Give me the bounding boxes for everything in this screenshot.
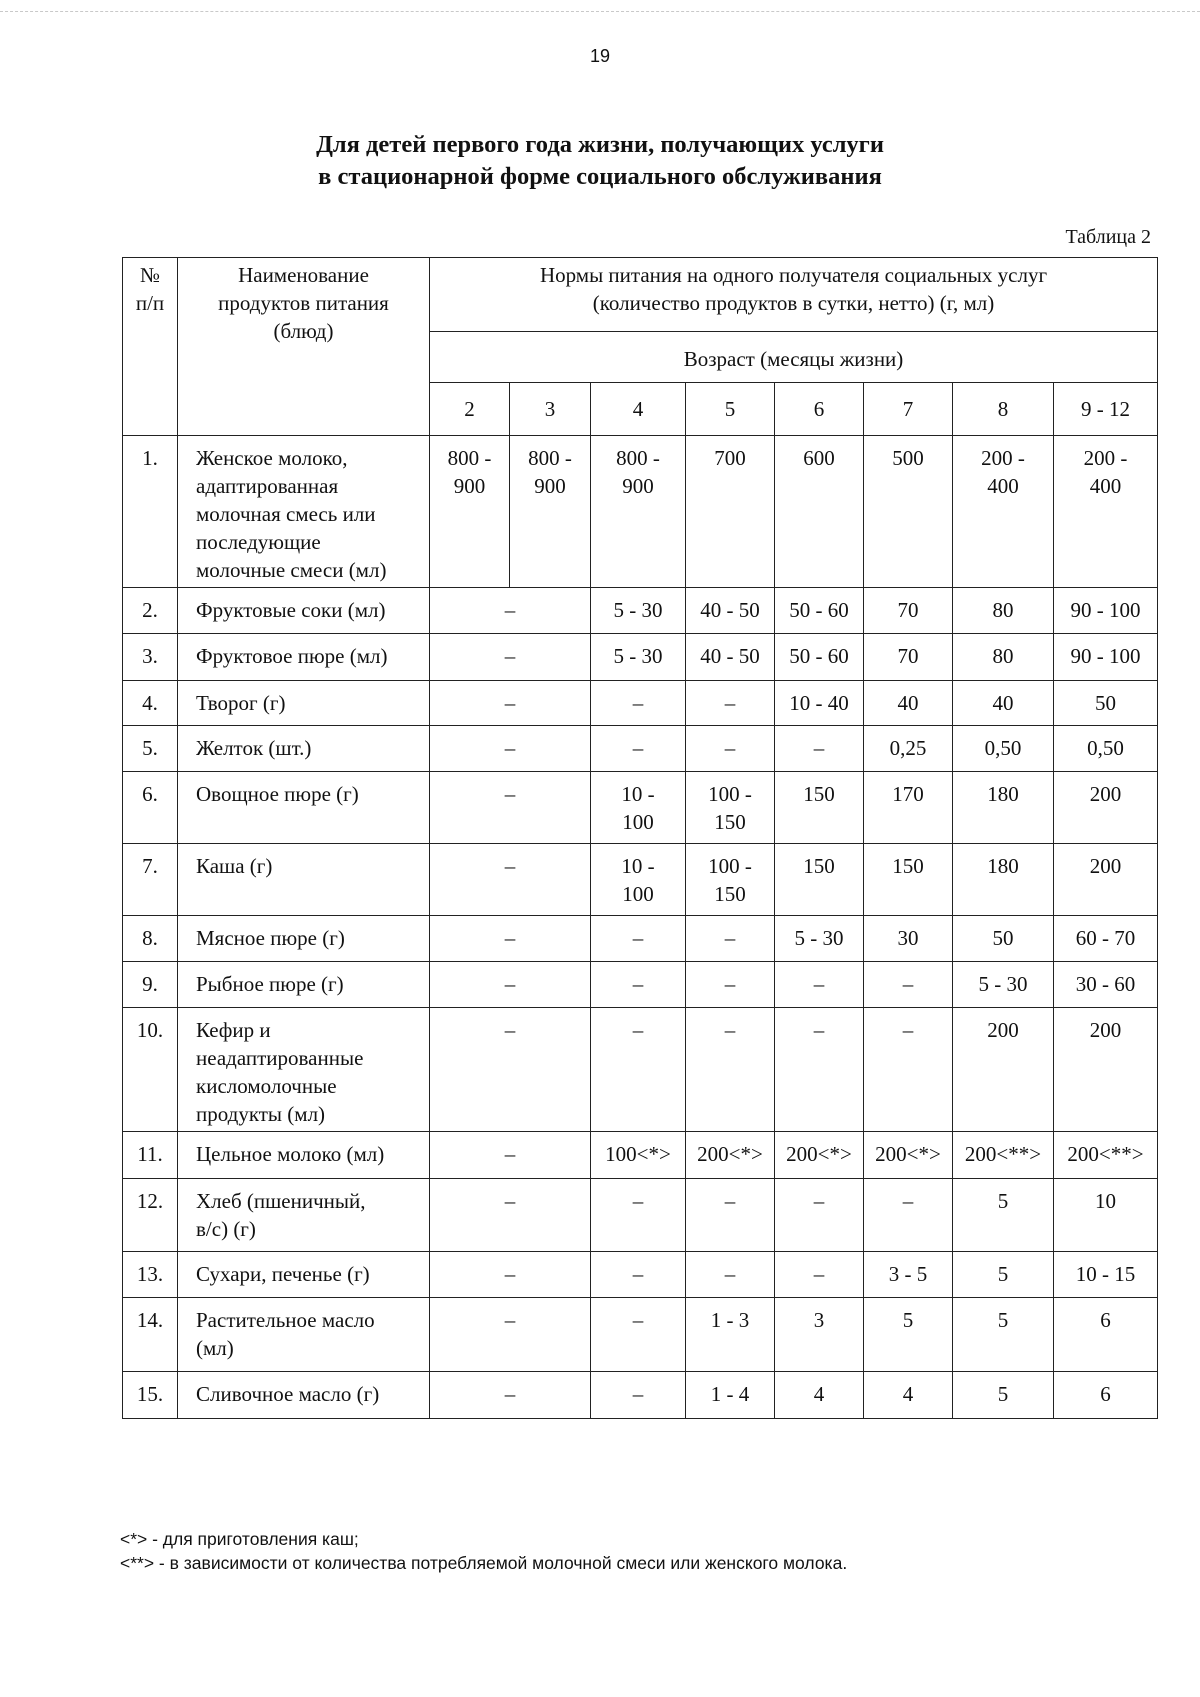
norm-value: – <box>591 916 686 962</box>
row-number: 15. <box>123 1372 178 1419</box>
row-number: 8. <box>123 916 178 962</box>
header-norms: Нормы питания на одного получателя социальных услуг (количество продуктов в сутки, нетто) (г, мл) <box>430 258 1158 332</box>
table-row <box>123 1252 1158 1298</box>
norm-value: – <box>430 681 591 726</box>
norm-value: 170 <box>864 772 953 844</box>
product-name: Творог (г) <box>178 681 430 726</box>
norm-value: 200 - 400 <box>953 436 1054 588</box>
product-name: Сухари, печенье (г) <box>178 1252 430 1298</box>
table-row <box>123 962 1158 1008</box>
norm-value: – <box>430 726 591 772</box>
age-column-header: 6 <box>775 383 864 436</box>
age-column-header: 5 <box>686 383 775 436</box>
norm-value: – <box>430 1132 591 1179</box>
norm-value: 60 - 70 <box>1054 916 1158 962</box>
norm-value: 30 - 60 <box>1054 962 1158 1008</box>
norm-value: – <box>430 588 591 634</box>
scan-edge-line <box>0 11 1200 12</box>
norm-value: 150 <box>775 844 864 916</box>
norm-value: – <box>775 1252 864 1298</box>
table-row <box>123 1179 1158 1252</box>
table-row <box>123 588 1158 634</box>
norm-value: 80 <box>953 634 1054 681</box>
norm-value: 40 - 50 <box>686 634 775 681</box>
header-number: № п/п <box>123 258 178 436</box>
norm-value: 700 <box>686 436 775 588</box>
age-column-header: 3 <box>510 383 591 436</box>
norm-value: 500 <box>864 436 953 588</box>
norm-value: – <box>775 1008 864 1132</box>
norm-value: 200<*> <box>686 1132 775 1179</box>
product-name: Растительное масло (мл) <box>178 1298 430 1372</box>
row-number: 7. <box>123 844 178 916</box>
norm-value: 90 - 100 <box>1054 634 1158 681</box>
norm-value: 50 <box>953 916 1054 962</box>
product-name: Каша (г) <box>178 844 430 916</box>
norm-value: 80 <box>953 588 1054 634</box>
table-row <box>123 916 1158 962</box>
norm-value: 3 - 5 <box>864 1252 953 1298</box>
norm-value: – <box>430 634 591 681</box>
norm-value: 800 - 900 <box>430 436 510 588</box>
table-row <box>123 634 1158 681</box>
row-number: 3. <box>123 634 178 681</box>
norm-value: 30 <box>864 916 953 962</box>
norm-value: 40 - 50 <box>686 588 775 634</box>
nutrition-norms-table <box>122 257 1158 1419</box>
table-row <box>123 726 1158 772</box>
title-line-1: Для детей первого года жизни, получающих услуги <box>316 131 884 158</box>
norm-value: – <box>864 1179 953 1252</box>
norm-value: 150 <box>864 844 953 916</box>
age-column-header: 8 <box>953 383 1054 436</box>
norm-value: 5 <box>953 1179 1054 1252</box>
norm-value: 6 <box>1054 1298 1158 1372</box>
norm-value: 600 <box>775 436 864 588</box>
norm-value: 0,50 <box>953 726 1054 772</box>
norm-value: – <box>430 844 591 916</box>
row-number: 2. <box>123 588 178 634</box>
product-name: Желток (шт.) <box>178 726 430 772</box>
norm-value: – <box>591 1179 686 1252</box>
table-row <box>123 1372 1158 1419</box>
row-number: 10. <box>123 1008 178 1132</box>
norm-value: 5 <box>864 1298 953 1372</box>
product-name: Кефир и неадаптированные кисломолочные продукты (мл) <box>178 1008 430 1132</box>
norm-value: – <box>686 916 775 962</box>
table-caption: Таблица 2 <box>1065 226 1151 248</box>
table-row <box>123 1008 1158 1132</box>
age-column-header: 2 <box>430 383 510 436</box>
footnote-1: <*> - для приготовления каш; <box>120 1529 359 1549</box>
age-column-header: 7 <box>864 383 953 436</box>
norm-value: 150 <box>775 772 864 844</box>
norm-value: 180 <box>953 772 1054 844</box>
norm-value: 200<**> <box>1054 1132 1158 1179</box>
norm-value: – <box>591 726 686 772</box>
norm-value: 200<*> <box>864 1132 953 1179</box>
norm-value: 100 - 150 <box>686 844 775 916</box>
norm-value: 10 <box>1054 1179 1158 1252</box>
norm-value: – <box>591 1298 686 1372</box>
row-number: 1. <box>123 436 178 588</box>
norm-value: – <box>591 1008 686 1132</box>
norm-value: 200 <box>1054 772 1158 844</box>
norm-value: – <box>591 1372 686 1419</box>
norm-value: – <box>430 962 591 1008</box>
product-name: Рыбное пюре (г) <box>178 962 430 1008</box>
norm-value: – <box>775 1179 864 1252</box>
row-number: 5. <box>123 726 178 772</box>
norm-value: 1 - 4 <box>686 1372 775 1419</box>
norm-value: – <box>864 1008 953 1132</box>
norm-value: 100 - 150 <box>686 772 775 844</box>
norm-value: – <box>591 962 686 1008</box>
norm-value: 5 - 30 <box>591 588 686 634</box>
product-name: Овощное пюре (г) <box>178 772 430 844</box>
norm-value: 10 - 40 <box>775 681 864 726</box>
norm-value: 10 - 100 <box>591 772 686 844</box>
norm-value: 5 - 30 <box>591 634 686 681</box>
norm-value: 10 - 100 <box>591 844 686 916</box>
norm-value: – <box>430 1252 591 1298</box>
title-line-2: в стационарной форме социального обслуживания <box>318 163 882 190</box>
norm-value: 180 <box>953 844 1054 916</box>
norm-value: 4 <box>775 1372 864 1419</box>
product-name: Хлеб (пшеничный, в/с) (г) <box>178 1179 430 1252</box>
norm-value: – <box>686 1008 775 1132</box>
row-number: 6. <box>123 772 178 844</box>
norm-value: 6 <box>1054 1372 1158 1419</box>
norm-value: – <box>430 1179 591 1252</box>
norm-value: 90 - 100 <box>1054 588 1158 634</box>
norm-value: 800 - 900 <box>591 436 686 588</box>
norm-value: – <box>686 1179 775 1252</box>
table-row <box>123 1298 1158 1372</box>
norm-value: – <box>430 772 591 844</box>
product-name: Мясное пюре (г) <box>178 916 430 962</box>
row-number: 4. <box>123 681 178 726</box>
norm-value: 200 - 400 <box>1054 436 1158 588</box>
norm-value: 50 - 60 <box>775 634 864 681</box>
norm-value: 5 - 30 <box>953 962 1054 1008</box>
row-number: 12. <box>123 1179 178 1252</box>
page-number: 19 <box>589 46 611 66</box>
norm-value: 40 <box>864 681 953 726</box>
norm-value: 5 <box>953 1298 1054 1372</box>
row-number: 13. <box>123 1252 178 1298</box>
product-name: Женское молоко, адаптированная молочная смесь или последующие молочные смеси (мл) <box>178 436 430 588</box>
row-number: 9. <box>123 962 178 1008</box>
norm-value: 800 - 900 <box>510 436 591 588</box>
product-name: Сливочное масло (г) <box>178 1372 430 1419</box>
norm-value: – <box>686 1252 775 1298</box>
norm-value: 0,50 <box>1054 726 1158 772</box>
norm-value: 50 <box>1054 681 1158 726</box>
footnotes <box>120 1527 847 1575</box>
document-title <box>0 129 1200 193</box>
header-age: Возраст (месяцы жизни) <box>430 332 1158 383</box>
norm-value: – <box>775 962 864 1008</box>
norm-value: 1 - 3 <box>686 1298 775 1372</box>
norm-value: 200<**> <box>953 1132 1054 1179</box>
norm-value: 100<*> <box>591 1132 686 1179</box>
age-column-header: 4 <box>591 383 686 436</box>
norm-value: – <box>686 681 775 726</box>
norm-value: 4 <box>864 1372 953 1419</box>
norm-value: – <box>775 726 864 772</box>
norm-value: 5 <box>953 1372 1054 1419</box>
table-row <box>123 844 1158 916</box>
table-row <box>123 1132 1158 1179</box>
norm-value: 5 <box>953 1252 1054 1298</box>
norm-value: – <box>591 681 686 726</box>
norm-value: 200 <box>1054 1008 1158 1132</box>
product-name: Цельное молоко (мл) <box>178 1132 430 1179</box>
row-number: 11. <box>123 1132 178 1179</box>
table-row <box>123 772 1158 844</box>
table-row <box>123 436 1158 588</box>
norm-value: – <box>430 916 591 962</box>
norm-value: – <box>430 1008 591 1132</box>
table-row <box>123 681 1158 726</box>
norm-value: 10 - 15 <box>1054 1252 1158 1298</box>
norm-value: 70 <box>864 588 953 634</box>
age-column-header: 9 - 12 <box>1054 383 1158 436</box>
norm-value: – <box>430 1298 591 1372</box>
product-name: Фруктовое пюре (мл) <box>178 634 430 681</box>
norm-value: 200 <box>1054 844 1158 916</box>
product-name: Фруктовые соки (мл) <box>178 588 430 634</box>
norm-value: 70 <box>864 634 953 681</box>
norm-value: 200<*> <box>775 1132 864 1179</box>
footnote-2: <**> - в зависимости от количества потребляемой молочной смеси или женского молока. <box>120 1553 848 1573</box>
norm-value: 0,25 <box>864 726 953 772</box>
norm-value: 3 <box>775 1298 864 1372</box>
header-product-name: Наименование продуктов питания (блюд) <box>178 258 430 436</box>
norm-value: 5 - 30 <box>775 916 864 962</box>
norm-value: 200 <box>953 1008 1054 1132</box>
norm-value: 40 <box>953 681 1054 726</box>
norm-value: – <box>686 726 775 772</box>
norm-value: – <box>430 1372 591 1419</box>
norm-value: – <box>864 962 953 1008</box>
norm-value: – <box>686 962 775 1008</box>
norm-value: 50 - 60 <box>775 588 864 634</box>
row-number: 14. <box>123 1298 178 1372</box>
norm-value: – <box>591 1252 686 1298</box>
